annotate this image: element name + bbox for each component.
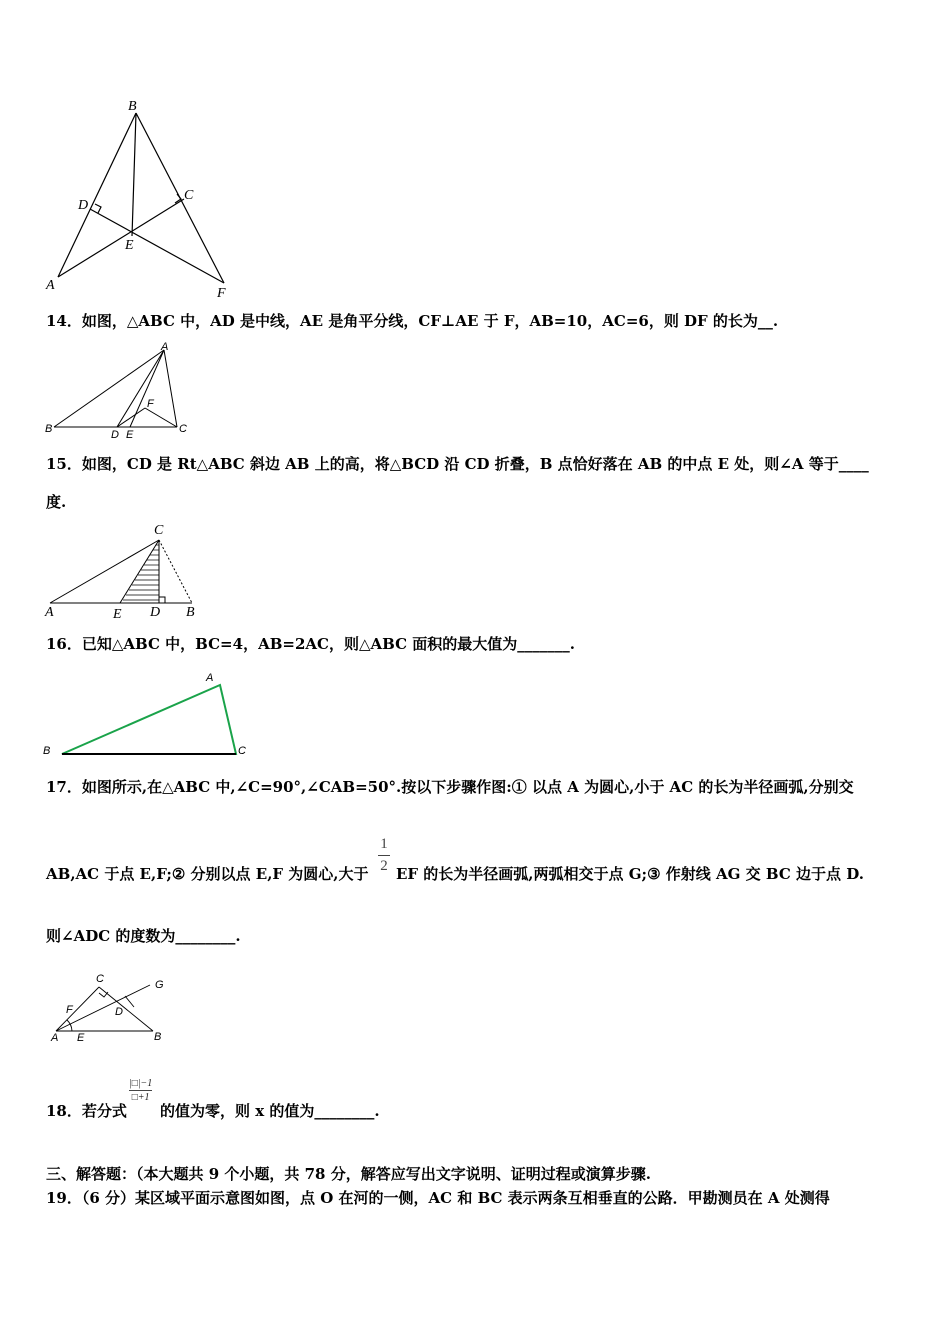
label-G: G [155,979,164,991]
question-17-line-2a: AB,AC 于点 E,F;② 分别以点 E,F 为圆心,大于 [46,865,369,883]
question-18-suffix: 的值为零，则 x 的值为________. [160,1102,380,1120]
question-15-line-1: 15．如图，CD 是 Rt△ABC 斜边 AB 上的高，将△BCD 沿 CD 折叠，B 点恰好落在 AB 的中点 E 处，则∠A 等于____ [46,455,869,473]
label-B: B [154,1031,162,1043]
fraction-half [378,836,390,875]
label-E: E [77,1032,85,1044]
label-A: A [161,341,169,353]
label-B: B [45,423,53,435]
label-D: D [78,198,89,213]
label-A: A [51,1032,59,1044]
question-17-line-1: 17．如图所示,在△ABC 中,∠C=90°,∠CAB=50°.按以下步骤作图:① 以点 A 为圆心,小于 AC 的长为半径画弧,分别交 [46,778,854,796]
triangle-abc [62,685,236,754]
figure-angle-bisector-construction [48,970,173,1045]
label-B: B [186,605,195,620]
question-19: 19．（6 分）某区域平面示意图如图，点 O 在河的一侧，AC 和 BC 表示两条互相垂直的公路．甲勘测员在 A 处测得 [46,1189,830,1207]
label-D: D [111,429,119,441]
question-14: 14．如图，△ABC 中，AD 是中线，AE 是角平分线，CF⊥AE 于 F，AB=10，AC=6，则 DF 的长为__. [46,312,779,330]
question-17-line-3: 则∠ADC 的度数为________. [46,927,241,945]
label-D: D [115,1006,123,1018]
label-F: F [147,398,154,410]
label-E: E [126,429,134,441]
fraction-expression [129,1078,152,1103]
figure-median-bisector [40,340,200,445]
question-17-line-2b: EF 的长为半径画弧,两弧相交于点 G;③ 作射线 AG 交 BC 边于点 D. [396,865,864,883]
fraction-denominator: 2 [380,858,388,874]
label-A: A [45,605,54,620]
label-E: E [113,607,122,622]
label-F: F [66,1004,73,1016]
label-B: B [43,745,51,757]
figure-green-triangle [40,668,255,763]
label-F: F [217,286,226,300]
label-C: C [179,423,187,435]
fraction-numerator: 1 [380,836,388,852]
label-D: D [150,605,161,620]
label-C: C [96,973,104,985]
label-C: C [238,745,246,757]
question-16: 16．已知△ABC 中，BC=4，AB=2AC，则△ABC 面积的最大值为_______. [46,635,575,653]
fraction-numerator: |□|−1 [129,1078,153,1089]
question-15-line-2: 度. [46,493,67,511]
label-A: A [206,672,214,684]
fraction-denominator: □+1 [131,1092,150,1103]
label-C: C [184,188,194,203]
label-E: E [125,238,134,253]
label-A: A [46,278,55,293]
label-C: C [154,523,164,538]
figure-fold-triangle [40,517,205,622]
figure-triangle-bisectors [40,95,250,300]
label-B: B [128,99,137,114]
question-18-prefix: 18．若分式 [46,1102,127,1120]
section-3-heading: 三、解答题：（本大题共 9 个小题，共 78 分，解答应写出文字说明、证明过程或演算步骤. [46,1165,651,1183]
